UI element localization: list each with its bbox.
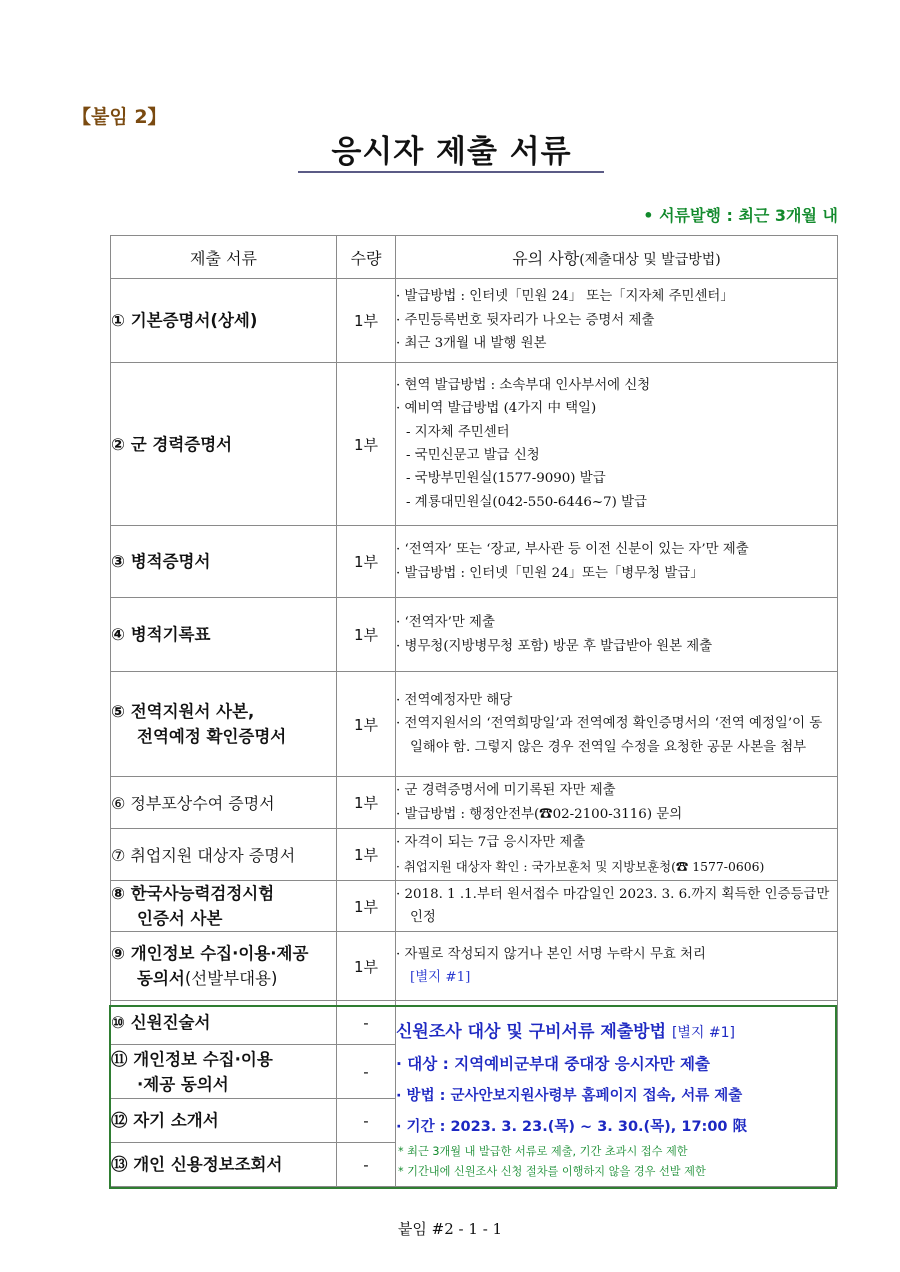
table-row [111,1001,838,1045]
doc-name: ⑬ 개인 신용정보조회서 [111,1143,337,1187]
doc-qty: 1부 [337,526,396,598]
doc-notes [396,598,838,672]
doc-name-line: ·제공 동의서 [137,1074,229,1094]
doc-name: ⑫ 자기 소개서 [111,1099,337,1143]
doc-name: ② 군 경력증명서 [111,363,337,526]
note-line: · 자격이 되는 7급 응시자만 제출 [396,835,586,851]
header-notes [396,236,838,279]
note-line: · 예비역 발급방법 (4가지 中 택일) [396,401,597,417]
doc-notes [396,279,838,363]
attachment-label: 【붙임 2】 [72,106,167,128]
note-line: - 국민신문고 발급 신청 [406,448,540,463]
target-line: · 대상 : 지역예비군부대 중대장 응시자만 제출 [396,1054,710,1073]
doc-qty: 1부 [337,279,396,363]
table-row [111,526,838,598]
doc-name-line: 전역예정 확인증명서 [137,727,287,746]
note-line: - 지자체 주민센터 [406,424,510,440]
period-line: · 기간 : 2023. 3. 23.(목) ~ 3. 30.(목), 17:00 限 [396,1118,748,1135]
note-line: · 발급방법 : 인터넷「민원 24」 또는「지자체 주민센터」 [396,289,734,305]
note-line: · 최근 3개월 내 발행 원본 [396,336,547,352]
doc-name-text: 동의서 [137,969,185,988]
doc-qty: - [337,1099,396,1143]
note-line: - 계룡대민원실(042-550-6446~7) 발급 [406,494,647,510]
doc-name-line: ⑧ 한국사능력검정시험 [111,884,275,903]
note-line: · 자필로 작성되지 않거나 본인 서명 누락시 무효 처리 [396,946,706,962]
doc-name: ④ 병적기록표 [111,598,337,672]
doc-name [111,932,337,1001]
table-row [111,672,838,777]
doc-qty: 1부 [337,881,396,932]
note-line: · 전역지원서의 ‘전역희망일’과 전역예정 확인증명서의 ‘전역 예정일’이 동일해야 함. 그렇지 않은 경우 전역일 수정을 요청한 공문 사본을 첨부 [396,716,823,755]
doc-name: ⑥ 정부포상수여 증명서 [111,777,337,829]
note-line: · 군 경력증명서에 미기록된 자만 제출 [396,783,616,799]
doc-name [111,672,337,777]
doc-notes [396,363,838,526]
doc-notes [396,777,838,829]
doc-name-sub: (선발부대용) [184,969,278,988]
page-footer: 붙임 #2 - 1 - 1 [397,1220,503,1238]
doc-name-line [111,966,336,991]
doc-qty: 1부 [337,932,396,1001]
background-check-notes [396,1001,838,1187]
doc-qty: 1부 [337,363,396,526]
doc-name [111,1045,337,1099]
note-line: · 주민등록번호 뒷자리가 나오는 증명서 제출 [396,312,655,328]
note-line: · 현역 발급방법 : 소속부대 인사부서에 신청 [396,377,651,393]
header-doc: 제출 서류 [111,236,337,279]
table-row [111,363,838,526]
note-line: · 취업지원 대상자 확인 : 국가보훈처 및 지방보훈청(☎ 1577-0606) [396,858,765,874]
table-row [111,829,838,881]
doc-name: ③ 병적증명서 [111,526,337,598]
note-line: - 국방부민원실(1577-9090) 발급 [406,471,606,487]
doc-qty: 1부 [337,777,396,829]
documents-table [110,235,838,1187]
note-line: · ‘전역자’ 또는 ‘장교, 부사관 등 이전 신분이 있는 자’만 제출 [396,542,749,558]
heading-text: 신원조사 대상 및 구비서류 제출방법 [396,1021,667,1042]
title-underline [298,171,604,173]
doc-name-line: ⑤ 전역지원서 사본, [111,702,255,721]
table-row [111,932,838,1001]
doc-name-line: ⑨ 개인정보 수집·이용·제공 [111,944,309,963]
header-notes-sub: (제출대상 및 발급방법) [579,251,721,268]
annex-reference: [별지 #1] [671,1024,735,1041]
note-line: · 발급방법 : 인터넷「민원 24」또는「병무청 발급」 [396,565,704,581]
doc-notes [396,932,838,1001]
doc-qty: 1부 [337,829,396,881]
note-line: · 2018. 1 .1.부터 원서접수 마감일인 2023. 3. 6.까지 획득한 인증등급만 인정 [396,886,830,925]
note-line: · 전역예정자만 해당 [396,692,513,708]
doc-notes [396,526,838,598]
table-row [111,777,838,829]
annex-reference: [별지 #1] [410,970,471,985]
doc-qty: - [337,1045,396,1099]
issue-note: • 서류발행 : 최근 3개월 내 [643,206,838,225]
doc-name: ① 기본증명서(상세) [111,279,337,363]
doc-qty: 1부 [337,598,396,672]
page-title: 응시자 제출 서류 [331,134,572,170]
background-check-heading [396,1017,837,1042]
small-note: * 최근 3개월 내 발급한 서류로 제출, 기간 초과시 접수 제한 [398,1144,688,1158]
doc-name: ⑦ 취업지원 대상자 증명서 [111,829,337,881]
doc-notes [396,881,838,932]
doc-name [111,881,337,932]
method-line: · 방법 : 군사안보지원사령부 홈페이지 접속, 서류 제출 [396,1087,743,1104]
small-note: * 기간내에 신원조사 신청 절차를 이행하지 않을 경우 선발 제한 [398,1164,706,1178]
doc-qty: - [337,1143,396,1187]
doc-name: ⑩ 신원진술서 [111,1001,337,1045]
doc-name-line: ⑪ 개인정보 수집·이용 [111,1049,273,1069]
table-row [111,598,838,672]
table-row [111,279,838,363]
doc-name-line: 인증서 사본 [137,909,223,928]
note-line: · 발급방법 : 행정안전부(☎02-2100-3116) 문의 [396,806,683,822]
doc-qty: 1부 [337,672,396,777]
table-row [111,881,838,932]
header-qty: 수량 [337,236,396,279]
note-line: · ‘전역자’만 제출 [396,615,495,631]
doc-qty: - [337,1001,396,1045]
doc-notes [396,829,838,881]
note-line: · 병무청(지방병무청 포함) 방문 후 발급받아 원본 제출 [396,638,713,654]
doc-notes [396,672,838,777]
table-header-row [111,236,838,279]
header-notes-main: 유의 사항 [512,248,580,268]
